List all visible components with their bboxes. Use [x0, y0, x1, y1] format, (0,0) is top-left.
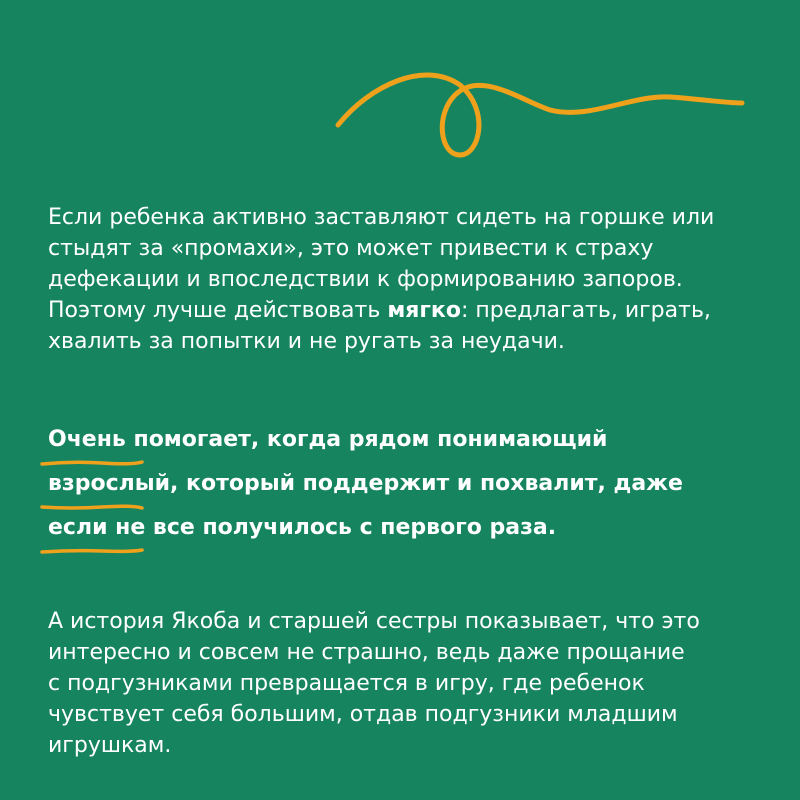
intro-line-4-start: Поэтому лучше действовать — [48, 298, 388, 323]
story-paragraph — [48, 606, 768, 761]
highlight-line-2 — [48, 462, 683, 506]
intro-line-5: хвалить за попытки и не ругать за неудачи. — [48, 329, 565, 354]
intro-line-4-end: : предлагать, играть, — [460, 298, 711, 323]
story-line-2: интересно и совсем не страшно, ведь даже прощание — [48, 640, 685, 665]
story-line-4: чувствует себя большим, отдав подгузники младшим — [48, 702, 678, 727]
intro-line-2: стыдят за «промахи», это может привести к страху — [48, 236, 654, 261]
intro-line-3: дефекации и впоследствии к формированию запоров. — [48, 267, 683, 292]
intro-line-1: Если ребенка активно заставляют сидеть на горшке или — [48, 205, 715, 230]
story-line-3: с подгузниками превращается в игру, где ребенок — [48, 671, 645, 696]
intro-paragraph — [48, 202, 768, 357]
bold-word: мягко — [387, 298, 461, 323]
highlight-text-1: Очень помогает, когда рядом понимающий — [48, 427, 608, 452]
highlight-text-2: взрослый, который поддержит и похвалит, даже — [48, 471, 683, 496]
highlight-line-3 — [48, 506, 556, 550]
story-line-5: игрушкам. — [48, 733, 172, 758]
highlight-line-1 — [48, 418, 607, 462]
highlight-text-3: если не все получилось с первого раза. — [48, 515, 557, 540]
intro-line-4 — [48, 295, 768, 326]
underline-stroke-3 — [42, 546, 142, 556]
highlighted-paragraph — [48, 418, 768, 550]
story-line-1: А история Якоба и старшей сестры показывает, что это — [48, 609, 700, 634]
squiggle-decoration — [330, 55, 750, 165]
